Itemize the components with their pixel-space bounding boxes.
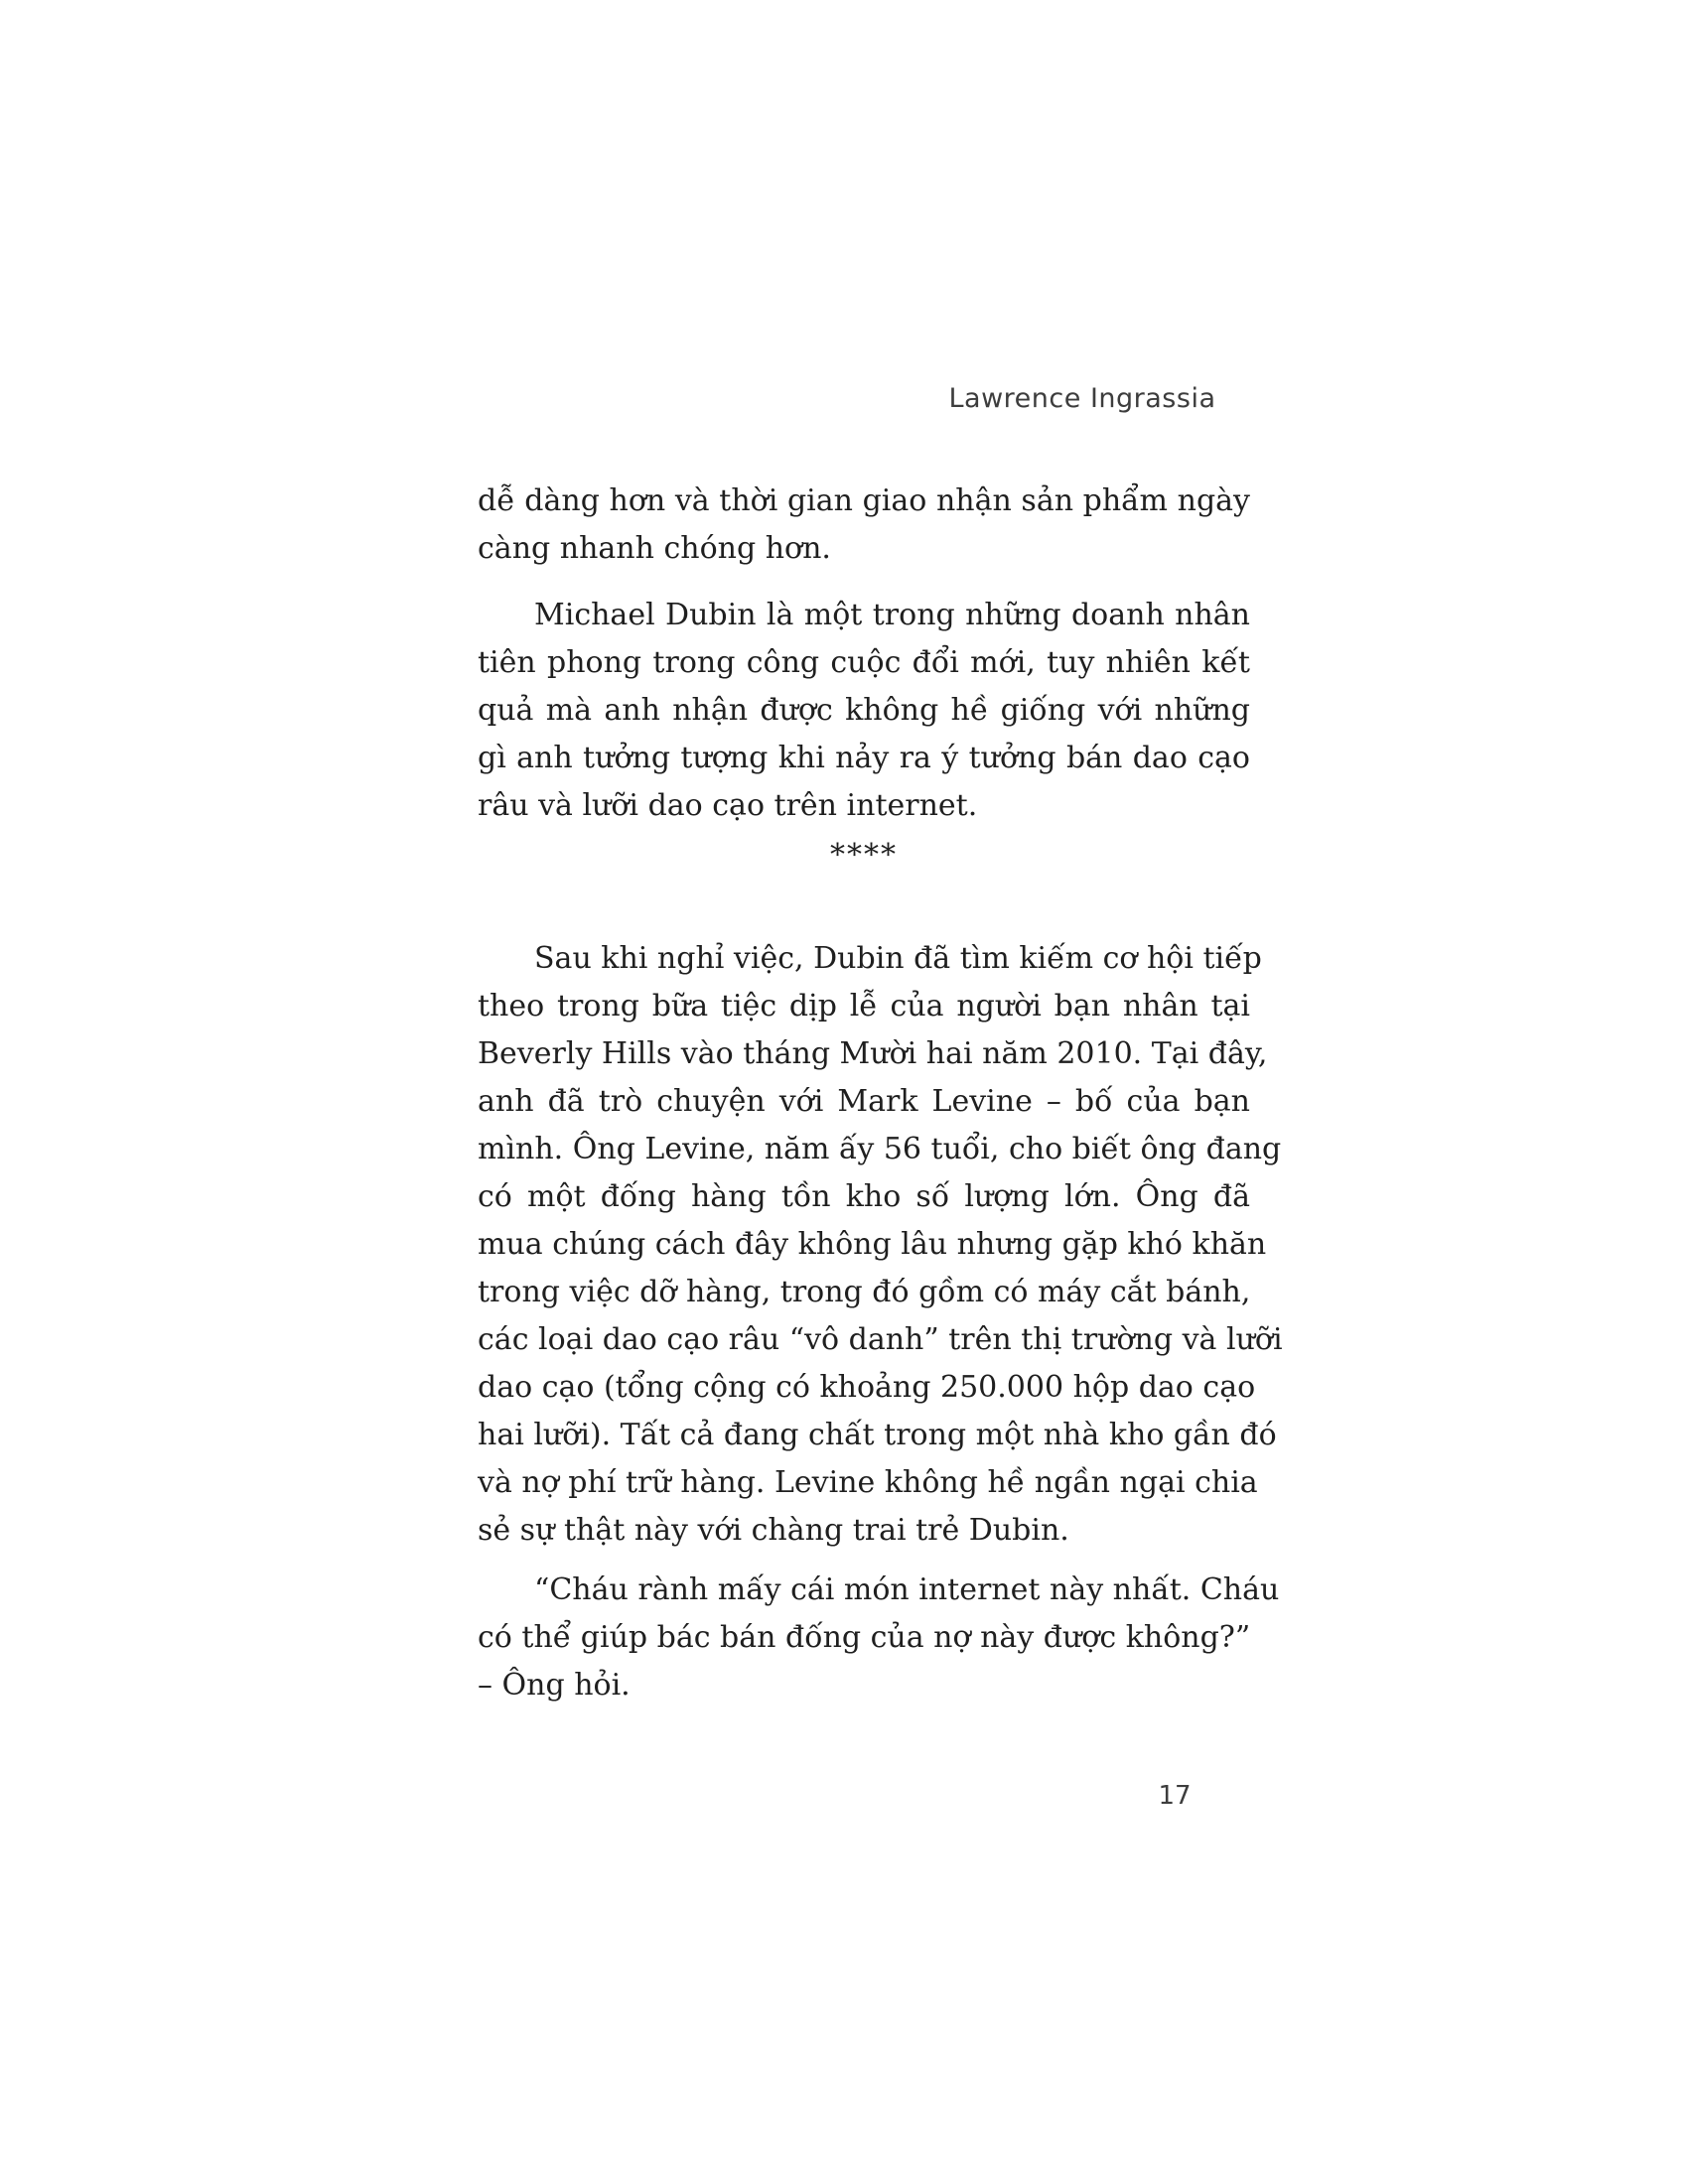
paragraph <box>478 592 1250 830</box>
text-line: Beverly Hills vào tháng Mười hai năm 2010. Tại đây, <box>478 1036 1268 1071</box>
text-line: sẻ sự thật này với chàng trai trẻ Dubin. <box>478 1513 1069 1548</box>
text-line: dễ dàng hơn và thời gian giao nhận sản phẩm ngày <box>478 483 1250 518</box>
text-line: gì anh tưởng tượng khi nảy ra ý tưởng bán dao cạo <box>478 741 1250 775</box>
text-line: Michael Dubin là một trong những doanh nhân <box>534 598 1250 632</box>
text-line: Sau khi nghỉ việc, Dubin đã tìm kiếm cơ hội tiếp <box>534 941 1262 976</box>
paragraph <box>478 935 1283 1555</box>
text-line: hai lưỡi). Tất cả đang chất trong một nhà kho gần đó <box>478 1418 1277 1452</box>
section-separator <box>478 832 1250 880</box>
text-line: các loại dao cạo râu “vô danh” trên thị trường và lưỡi <box>478 1322 1283 1357</box>
text-line: – Ông hỏi. <box>478 1668 631 1703</box>
paragraph <box>478 478 1250 573</box>
text-line: “Cháu rành mấy cái món internet này nhất. Cháu <box>534 1572 1280 1607</box>
paragraph <box>478 1567 1280 1709</box>
separator-text: **** <box>830 838 898 873</box>
text-line: quả mà anh nhận được không hề giống với những <box>478 693 1250 728</box>
text-line: trong việc dỡ hàng, trong đó gồm có máy cắt bánh, <box>478 1275 1251 1309</box>
text-line: theo trong bữa tiệc dịp lễ của người bạn nhân tại <box>478 989 1250 1024</box>
text-line: dao cạo (tổng cộng có khoảng 250.000 hộp dao cạo <box>478 1370 1256 1405</box>
text-line: có một đống hàng tồn kho số lượng lớn. Ông đã <box>478 1179 1250 1214</box>
running-header: Lawrence Ingrassia <box>948 383 1216 414</box>
text-line: có thể giúp bác bán đống của nợ này được không?” <box>478 1620 1251 1655</box>
text-line: tiên phong trong công cuộc đổi mới, tuy nhiên kết <box>478 645 1250 680</box>
text-line: càng nhanh chóng hơn. <box>478 531 831 566</box>
text-line: mình. Ông Levine, năm ấy 56 tuổi, cho biết ông đang <box>478 1132 1282 1166</box>
text-line: và nợ phí trữ hàng. Levine không hề ngần ngại chia <box>478 1465 1258 1500</box>
text-line: anh đã trò chuyện với Mark Levine – bố của bạn <box>478 1084 1250 1119</box>
page-body <box>478 478 1283 1709</box>
text-line: mua chúng cách đây không lâu nhưng gặp khó khăn <box>478 1227 1267 1262</box>
text-line: râu và lưỡi dao cạo trên internet. <box>478 788 978 823</box>
page-number: 17 <box>1158 1781 1192 1811</box>
